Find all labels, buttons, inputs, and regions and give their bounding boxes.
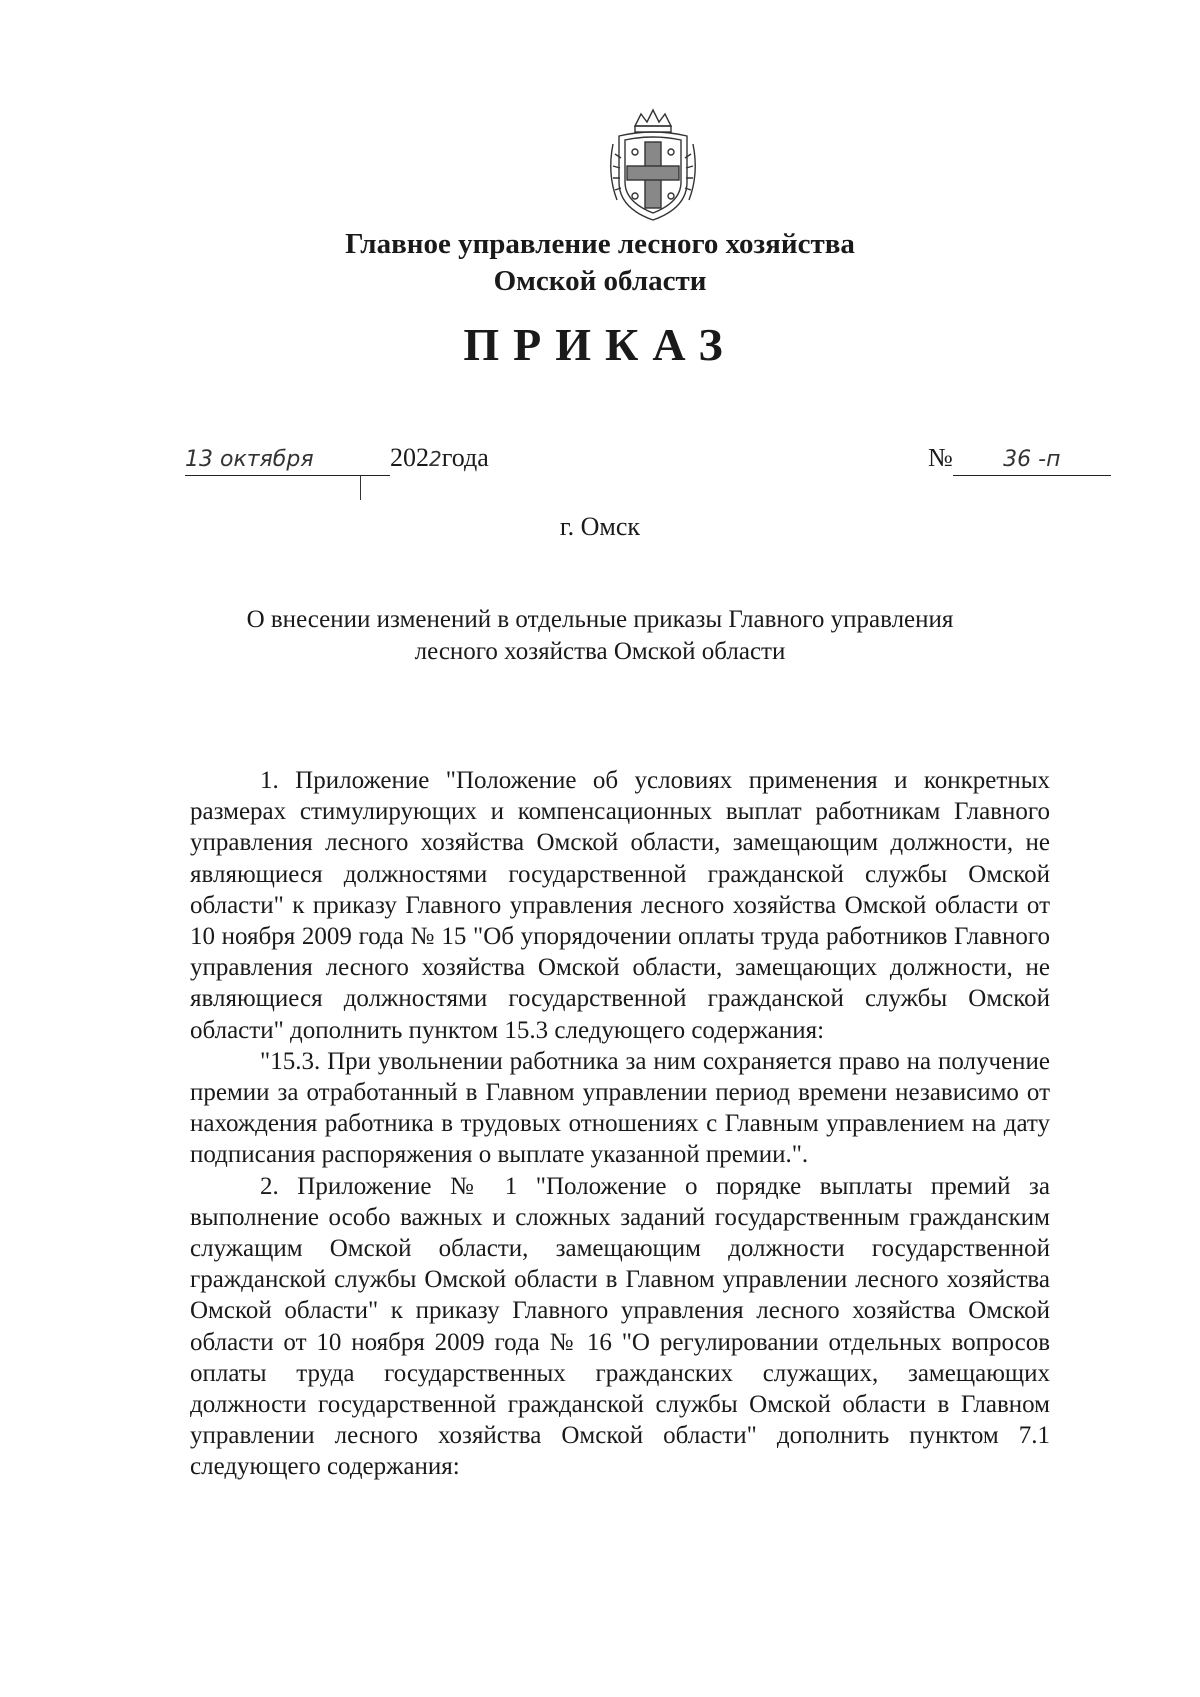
order-number [928,443,1111,476]
subject-line-2: лесного хозяйства Омской области [414,638,786,665]
body-paragraph-1: 1. Приложение "Положение об условиях применения и конкретных размерах стимулирующих и компенсационных выплат работникам Главного управления лесного хозяйства Омской области, замещающим должности, не являющиеся должностями государственной гражданской службы Омской области" к приказу Главного управления лесного хозяйства Омской области от 10 ноября 2009 года № 15 "Об упорядочении оплаты труда работников Главного управления лесного хозяйства Омской области, замещающих должности, не являющиеся должностями государственной гражданской службы Омской области" дополнить пунктом 15.3 следующего содержания: [190,767,1050,1044]
city-of-issue: г. Омск [559,512,641,541]
agency-name-line-2: Омской области [493,265,707,297]
handwritten-year-digit: 2 [429,447,442,471]
handwritten-date: 13 октября [185,445,390,476]
order-date [185,443,489,476]
subject-line-1: О внесении изменений в отдельные приказы Главного управления [246,606,954,633]
pen-stroke-mark [360,476,361,500]
order-body [190,765,1050,1483]
number-sign: № [928,443,953,472]
year-prefix: 202 [390,443,429,472]
body-paragraph-2: "15.3. При увольнении работника за ним сохраняется право на получение премии за отработанный в Главном управлении период времени независимо от нахождения работника в трудовых отношениях с Главным управлением на дату подписания распоряжения о выплате указанной премии.". [190,1047,1050,1169]
body-paragraph-3: 2. Приложение № 1 "Положение о порядке выплаты премий за выполнение особо важных и сложных заданий государственным гражданским служащим Омской области, замещающим должности государственной гражданской службы Омской области в Главном управлении лесного хозяйства Омской области" к приказу Главного управления лесного хозяйства Омской области от 10 ноября 2009 года № 16 "О регулировании отдельных вопросов оплаты труда государственных гражданских служащих, замещающих должности государственной гражданской службы Омской области в Главном управлении лесного хозяйства Омской области" дополнить пунктом 7.1 следующего содержания: [190,1172,1050,1481]
document-type-title: ПРИКАЗ [463,319,737,370]
handwritten-order-number: 36 -п [953,445,1111,476]
agency-name-line-1: Главное управление лесного хозяйства [345,228,855,260]
agency-name [300,226,900,300]
year-suffix: года [441,443,489,472]
order-subject [200,604,1000,668]
coat-of-arms-icon [605,104,701,224]
